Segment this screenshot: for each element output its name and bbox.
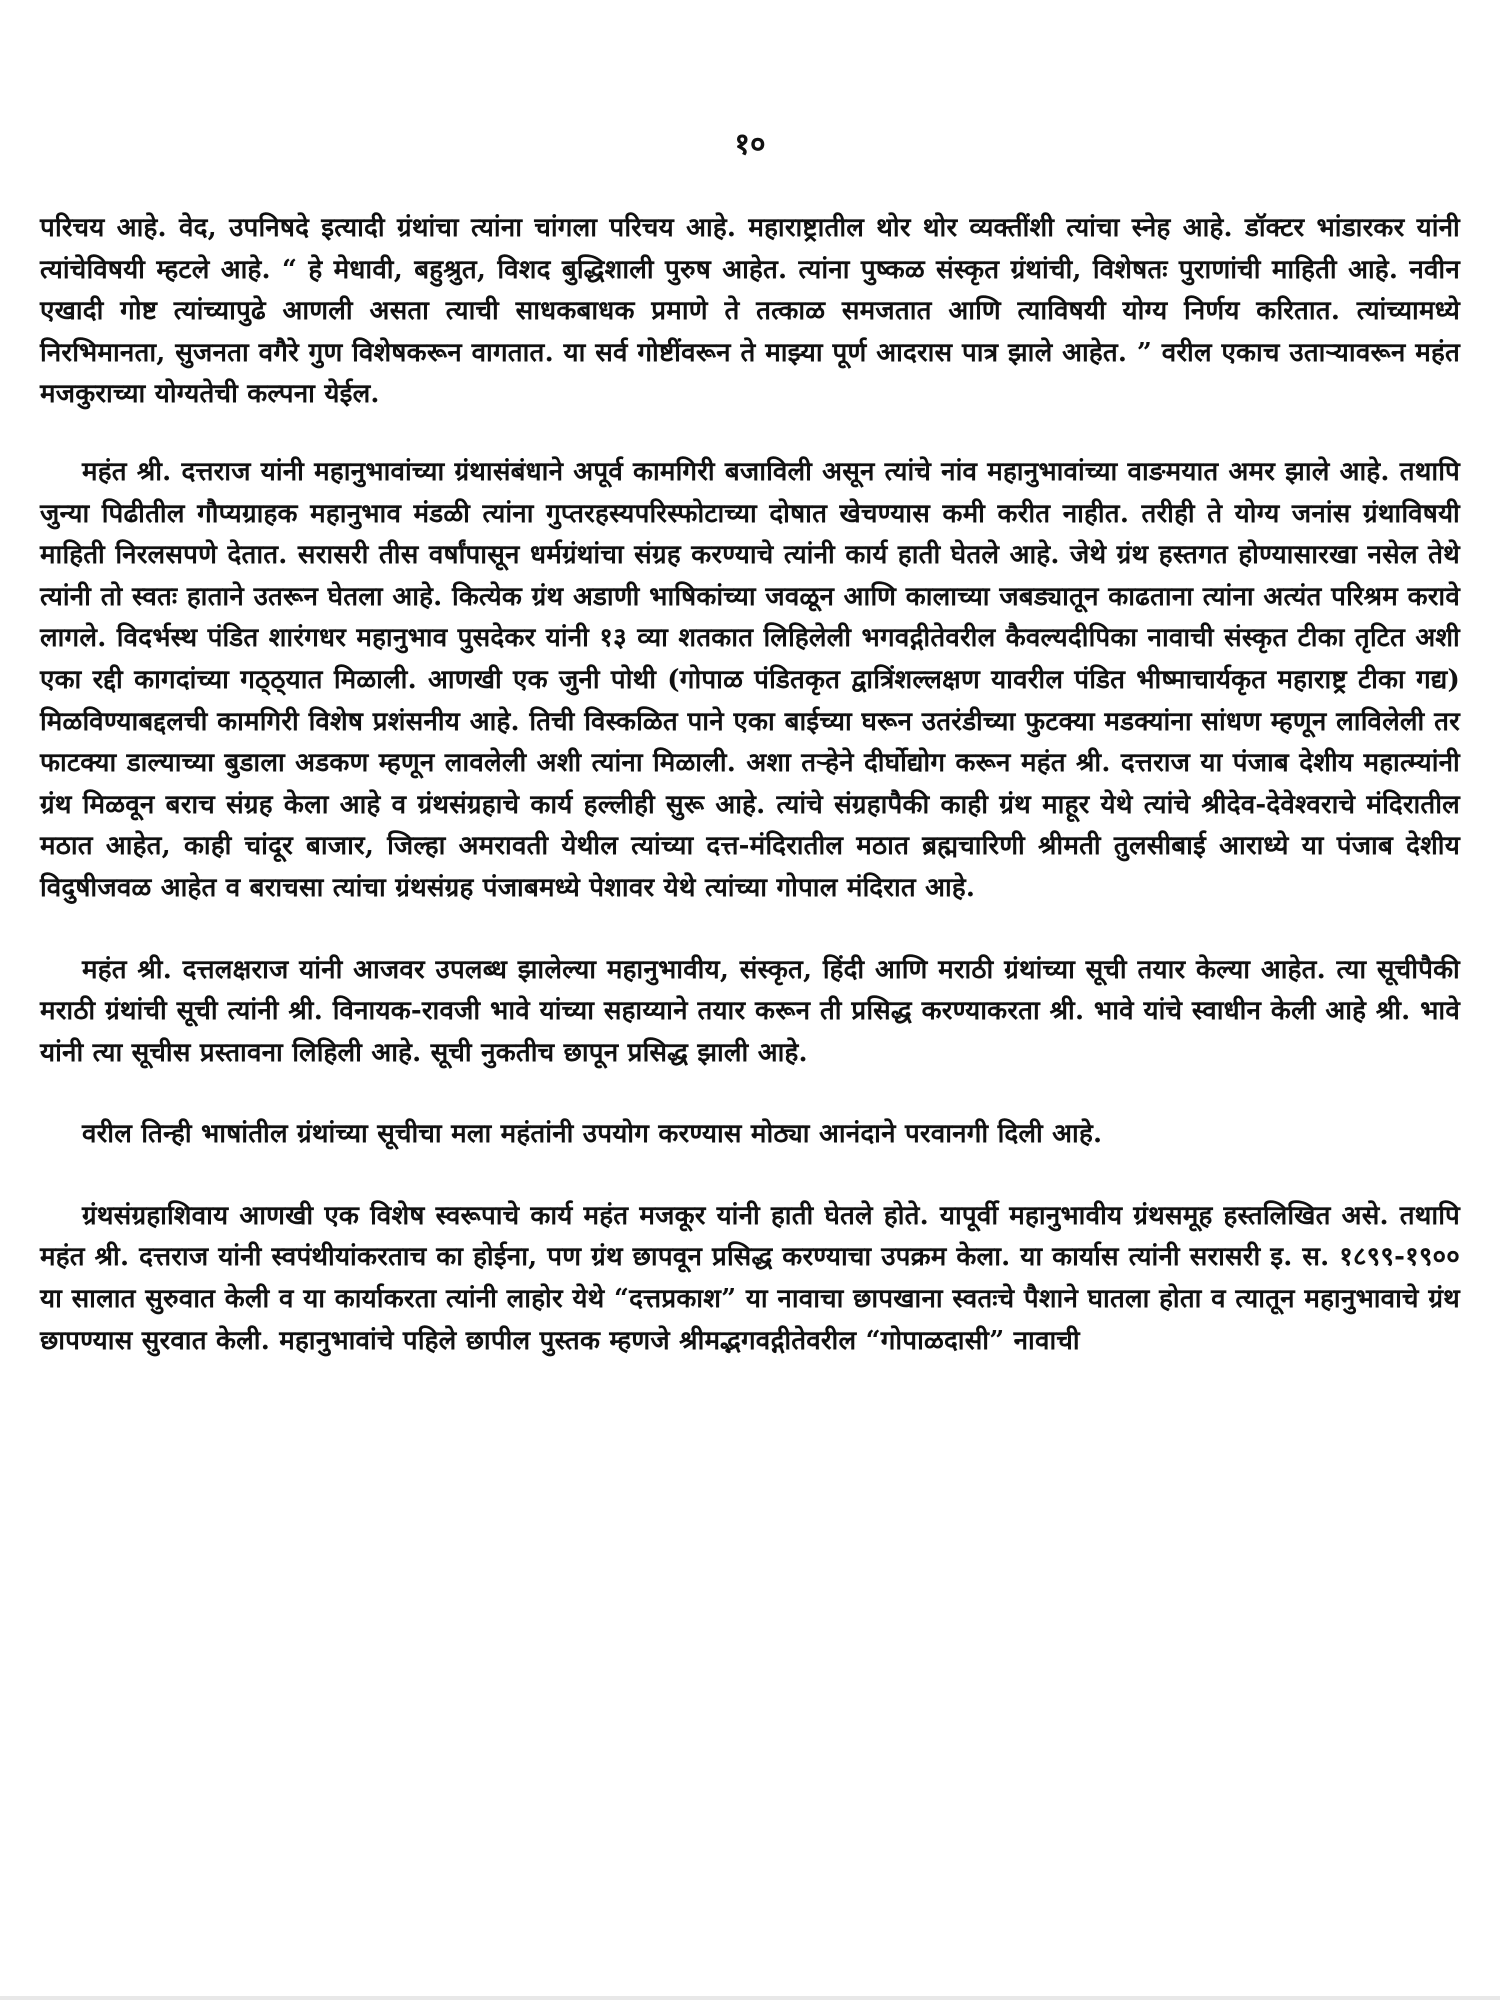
paragraph-3: महंत श्री. दत्तलक्षराज यांनी आजवर उपलब्ध झालेल्या महानुभावीय, संस्कृत, हिंदी आणि मराठी ग्रंथांच्या सूची तयार केल्या आहेत. त्या सूचीपैकी मराठी ग्रंथांची सूची त्यांनी श्री. विनायक-रावजी भावे यांच्या सहाय्याने तयार करून ती प्रसिद्ध करण्याकरता श्री. भावे यांचे स्वाधीन केली आहे श्री. भावे यांनी त्या सूचीस प्रस्तावना लिहिली आहे. सूची नुकतीच छापून प्रसिद्ध झाली आहे. [40, 954, 1460, 1068]
document-page [40, 0, 1460, 2000]
paragraph-5: ग्रंथसंग्रहाशिवाय आणखी एक विशेष स्वरूपाचे कार्य महंत मजकूर यांनी हाती घेतले होते. यापूर्वी महानुभावीय ग्रंथसमूह हस्तलिखित असे. तथापि महंत श्री. दत्तराज यांनी स्वपंथीयांकरताच का होईना, पण ग्रंथ छापवून प्रसिद्ध करण्याचा उपक्रम केला. या कार्यास त्यांनी सरासरी इ. स. १८९९-१९०० या सालात सुरुवात केली व या कार्याकरता त्यांनी लाहोर येथे “दत्तप्रकाश” या नावाचा छापखाना स्वतःचे पैशाने घातला होता व त्यातून महानुभावाचे ग्रंथ छापण्यास सुरवात केली. महानुभावांचे पहिले छापील पुस्तक म्हणजे श्रीमद्भगवद्गीतेवरील “गोपाळदासी” नावाची [40, 1200, 1460, 1356]
scan-edge [0, 1996, 1500, 2000]
body-text [40, 208, 1460, 1398]
paragraph-2: महंत श्री. दत्तराज यांनी महानुभावांच्या ग्रंथासंबंधाने अपूर्व कामगिरी बजाविली असून त्यांचे नांव महानुभावांच्या वाङमयात अमर झाले आहे. तथापि जुन्या पिढीतील गौप्यग्राहक महानुभाव मंडळी त्यांना गुप्तरहस्यपरिस्फोटाच्या दोषात खेचण्यास कमी करीत नाहीत. तरीही ते योग्य जनांस ग्रंथाविषयी माहिती निरलसपणे देतात. सरासरी तीस वर्षांपासून धर्मग्रंथांचा संग्रह करण्याचे त्यांनी कार्य हाती घेतले आहे. जेथे ग्रंथ हस्तगत होण्यासारखा नसेल तेथे त्यांनी तो स्वतः हाताने उतरून घेतला आहे. कित्येक ग्रंथ अडाणी भाषिकांच्या जवळून आणि कालाच्या जबड्यातून काढताना त्यांना अत्यंत परिश्रम करावे लागले. विदर्भस्थ पंडित शारंगधर महानुभाव पुसदेकर यांनी १३ व्या शतकात लिहिलेली भगवद्गीतेवरील कैवल्यदीपिका नावाची संस्कृत टीका तृटित अशी एका रद्दी कागदांच्या गठ्ठ्यात मिळाली. आणखी एक जुनी पोथी (गोपाळ पंडितकृत द्वात्रिंशल्लक्षण यावरील पंडित भीष्माचार्यकृत महाराष्ट्र टीका गद्य) मिळविण्याबद्दलची कामगिरी विशेष प्रशंसनीय आहे. तिची विस्कळित पाने एका बाईच्या घरून उतरंडीच्या फुटक्या मडक्यांना सांधण म्हणून लाविलेली तर फाटक्या डाल्याच्या बुडाला अडकण म्हणून लावलेली अशी त्यांना मिळाली. अशा तऱ्हेने दीर्घोद्योग करून महंत श्री. दत्तराज या पंजाब देशीय महात्म्यांनी ग्रंथ मिळवून बराच संग्रह केला आहे व ग्रंथसंग्रहाचे कार्य हल्लीही सुरू आहे. त्यांचे संग्रहापैकी काही ग्रंथ माहूर येथे त्यांचे श्रीदेव-देवेश्वराचे मंदिरातील मठात आहेत, काही चांदूर बाजार, जिल्हा अमरावती येथील त्यांच्या दत्त-मंदिरातील मठात ब्रह्मचारिणी श्रीमती तुलसीबाई आराध्ये या पंजाब देशीय विदुषीजवळ आहेत व बराचसा त्यांचा ग्रंथसंग्रह पंजाबमध्ये पेशावर येथे त्यांच्या गोपाल मंदिरात आहे. [40, 456, 1460, 903]
paragraph-4: वरील तिन्ही भाषांतील ग्रंथांच्या सूचीचा मला महंतांनी उपयोग करण्यास मोठ्या आनंदाने परवानगी दिली आहे. [82, 1119, 1103, 1150]
page-number: १० [734, 127, 766, 162]
paragraph-1: परिचय आहे. वेद, उपनिषदे इत्यादी ग्रंथांचा त्यांना चांगला परिचय आहे. महाराष्ट्रातील थोर थोर व्यक्तींशी त्यांचा स्नेह आहे. डॉक्टर भांडारकर यांनी त्यांचेविषयी म्हटले आहे. “ हे मेधावी, बहुश्रुत, विशद बुद्धिशाली पुरुष आहेत. त्यांना पुष्कळ संस्कृत ग्रंथांची, विशेषतः पुराणांची माहिती आहे. नवीन एखादी गोष्ट त्यांच्यापुढे आणली असता त्याची साधकबाधक प्रमाणे ते तत्काळ समजतात आणि त्याविषयी योग्य निर्णय करितात. त्यांच्यामध्ये निरभिमानता, सुजनता वगैरे गुण विशेषकरून वागतात. या सर्व गोष्टींवरून ते माझ्या पूर्ण आदरास पात्र झाले आहेत. ” वरील एकाच उताऱ्यावरून महंत मजकुराच्या योग्यतेची कल्पना येईल. [40, 213, 1460, 410]
